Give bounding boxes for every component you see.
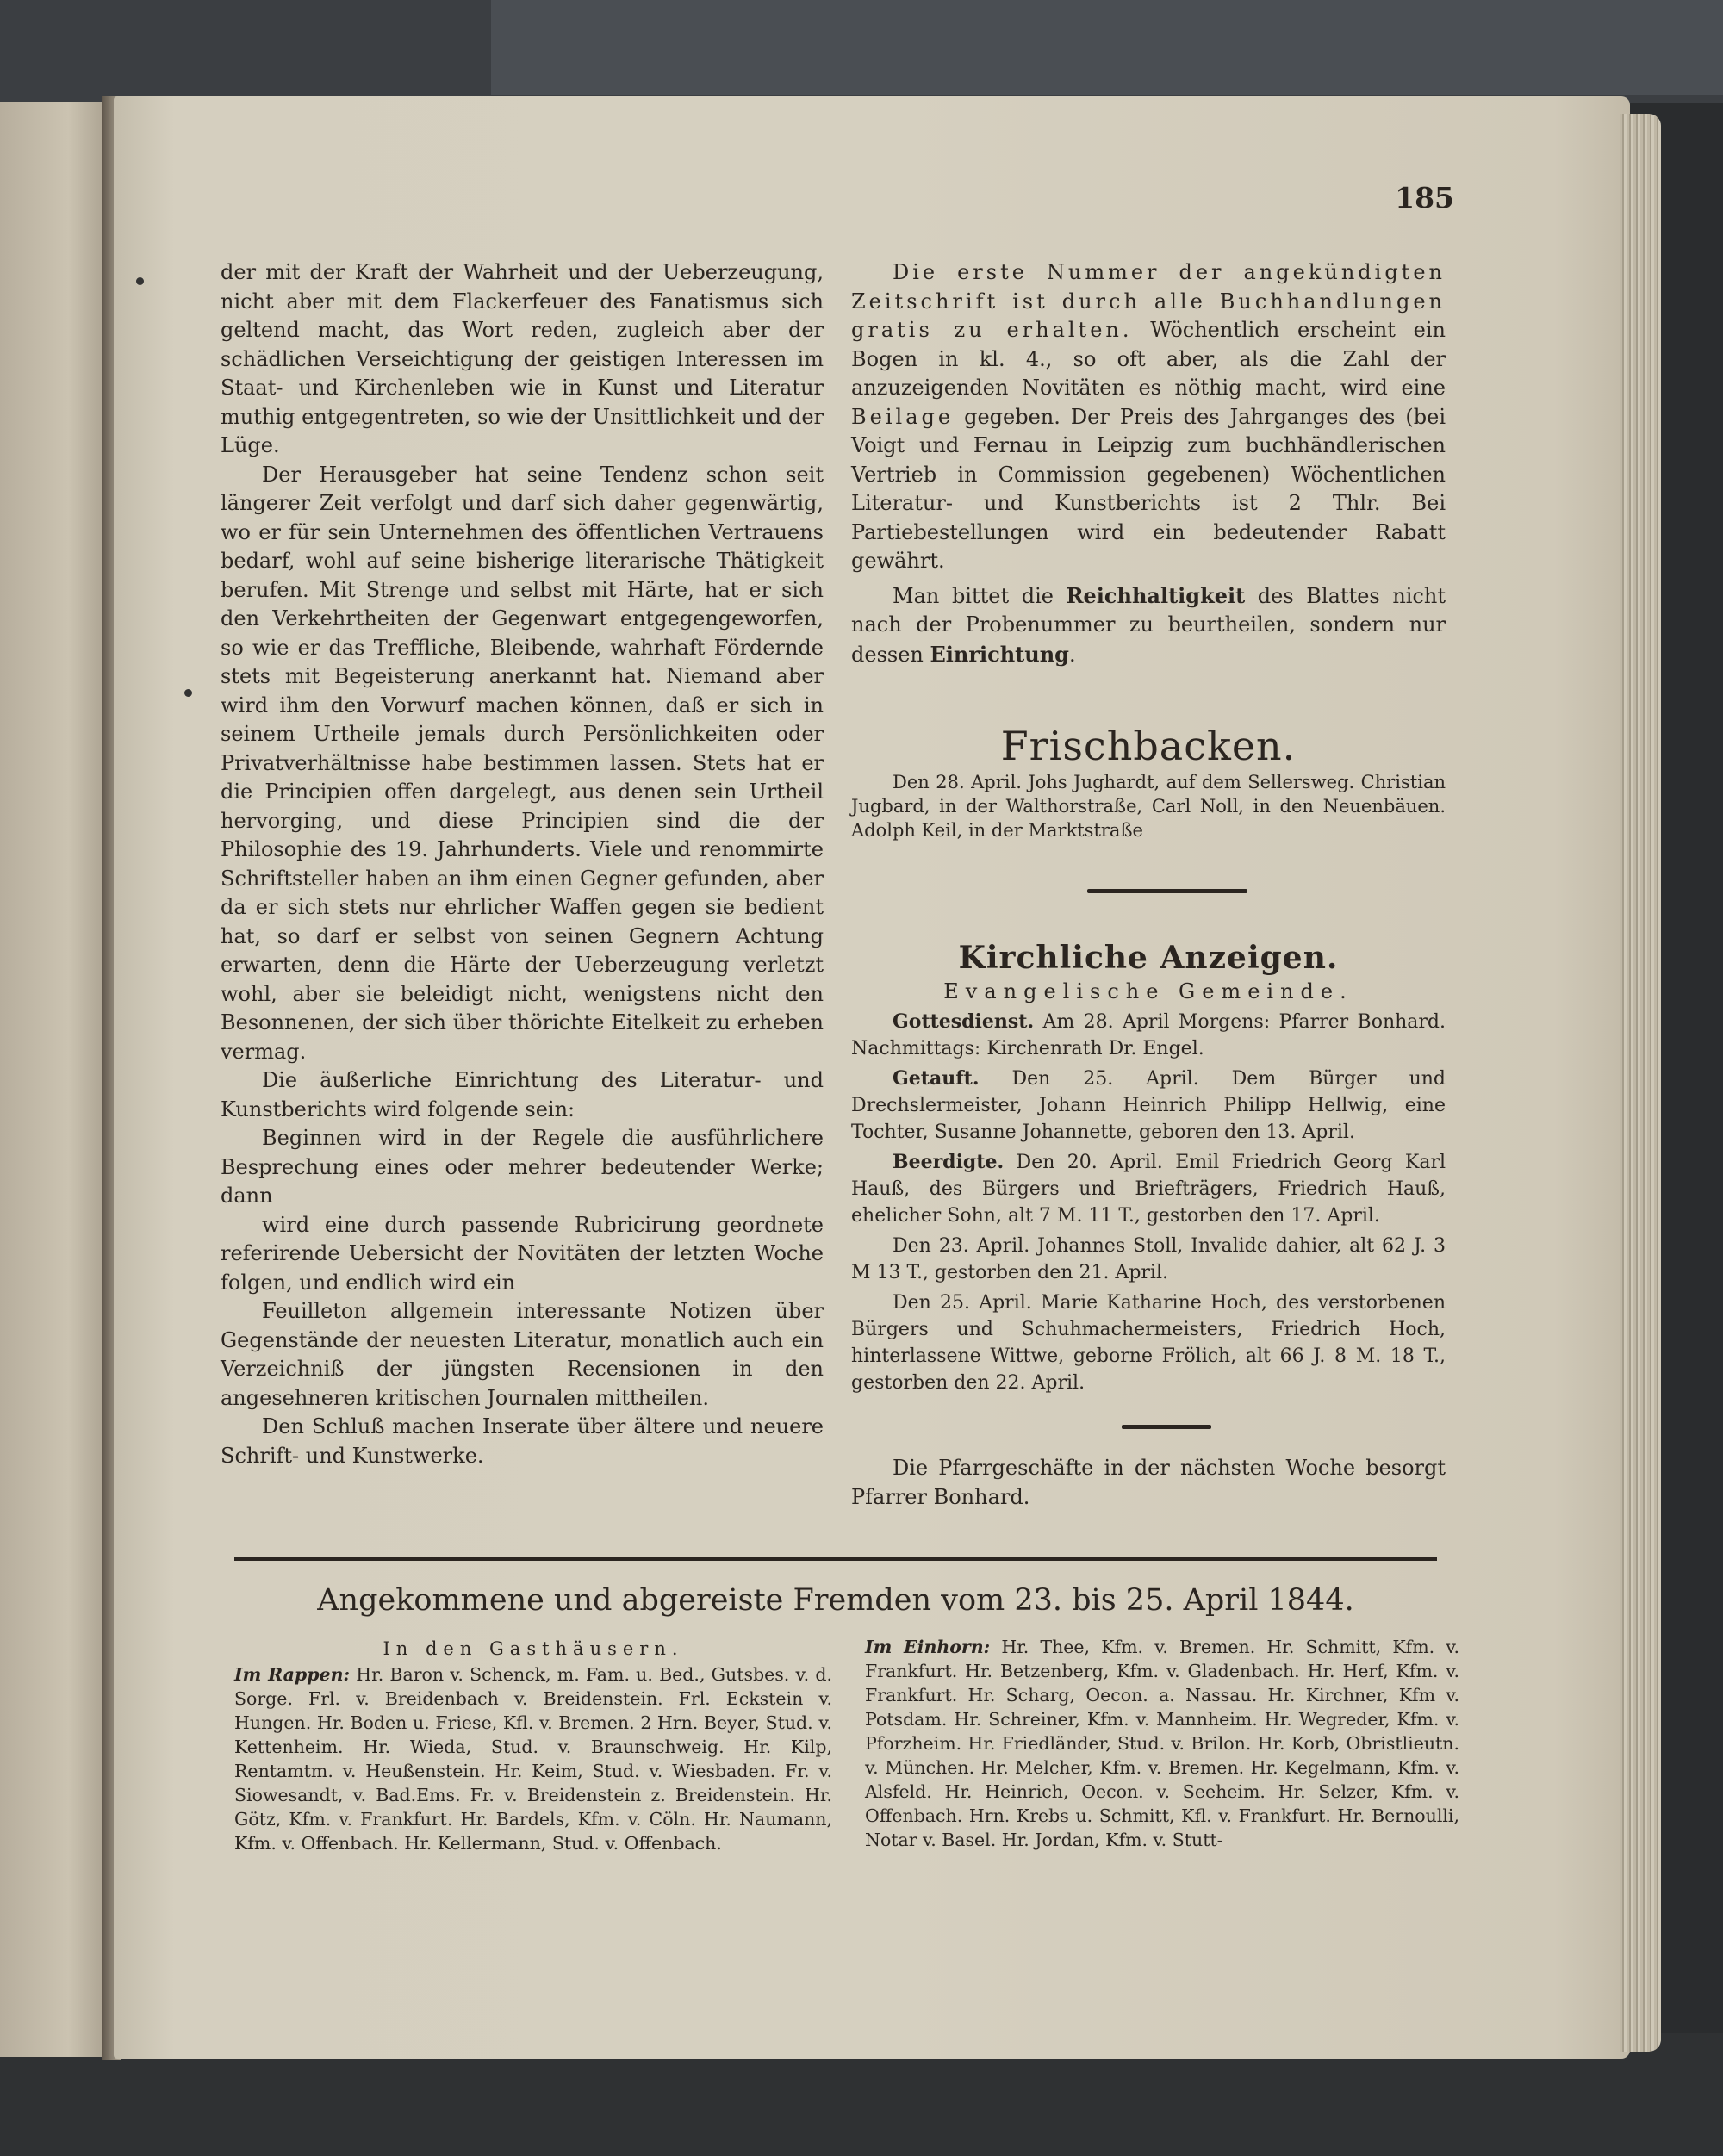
request-text-2: des Blattes nicht nach der Probenummer zu beurtheilen, sondern nur dessen — [851, 583, 1446, 667]
announcement-paragraph — [851, 258, 1446, 576]
paragraph: der mit der Kraft der Wahrheit und der Ueberzeugung, nicht aber mit dem Flackerfeuer des Fanatismus sich geltend macht, das Wort reden, zugleich aber der schädlichen Verseichtigung der geistigen Interessen im Staat- und Kirchenleben wie in Kunst und Literatur muthig entgegentreten, so wie der Unsittlichkeit und der Lüge. — [221, 260, 824, 457]
burial-entry: Den 23. April. Johannes Stoll, Invalide dahier, alt 62 J. 3 M 13 T., gestorben den 21. April. — [851, 1235, 1446, 1283]
request-bold-2: Einrichtung — [930, 641, 1069, 667]
kirchliche-section — [851, 937, 1446, 1396]
announcement-spaced-text: Die erste Nummer der angekündigten Zeitschrift ist durch alle Buchhandlungen gratis zu erhalten. — [851, 260, 1446, 342]
frischbacken-section — [851, 723, 1446, 842]
gasthaeuser-heading: In den Gasthäusern. — [383, 1638, 684, 1659]
getauft-label: Getauft. — [893, 1067, 980, 1090]
background-panel — [491, 0, 1723, 95]
divider — [1087, 889, 1247, 893]
einhorn-entry — [865, 1635, 1459, 1852]
section-rule — [234, 1557, 1437, 1561]
einhorn-label: Im Einhorn: — [865, 1637, 991, 1657]
left-page-edge — [0, 102, 114, 2057]
divider — [1122, 1425, 1211, 1429]
paragraph: Feuilleton allgemein interessante Notizen über Gegenstände der neuesten Literatur, monatlich auch ein Verzeichniß der jüngsten Recensionen in den angesehneren kritischen Journalen mittheilen. — [221, 1299, 824, 1410]
kirchliche-subtitle: Evangelische Gemeinde. — [943, 979, 1353, 1003]
page-stack-edge — [1620, 114, 1661, 2052]
frischbacken-text: Den 28. April. Johs Jughardt, auf dem Sellersweg. Christian Jugbard, in der Walthorstraße, Carl Noll, in den Neuenbäuen. Adolph Keil, in der Marktstraße — [851, 771, 1446, 841]
burial-entry: Den 25. April. Marie Katharine Hoch, des verstorbenen Bürgers und Schuhmachermeisters, Friedrich Hoch, hinterlassene Wittwe, geborne Frölich, alt 66 J. 8 M. 18 T., gestorben den 22. April. — [851, 1292, 1446, 1394]
page-number: 185 — [1395, 181, 1454, 214]
beerdigte-entry — [851, 1149, 1446, 1229]
kirchliche-title: Kirchliche Anzeigen. — [958, 940, 1339, 976]
paragraph: Beginnen wird in der Regele die ausführlichere Besprechung eines oder mehrer bedeutender Werke; dann — [221, 1126, 824, 1208]
beilage-word: Beilage — [851, 404, 955, 429]
paragraph: wird eine durch passende Rubricirung geordnete referirende Uebersicht der Novitäten der letzten Woche folgen, und endlich wird ein — [221, 1212, 824, 1295]
rappen-label: Im Rappen: — [234, 1664, 351, 1685]
pfarr-text: Die Pfarrgeschäfte in der nächsten Woche besorgt Pfarrer Bonhard. — [851, 1456, 1446, 1509]
fremden-right-column — [865, 1635, 1459, 1852]
paragraph: Der Herausgeber hat seine Tendenz schon seit längerer Zeit verfolgt und darf sich daher gegenwärtig, wo er für sein Unternehmen des öffentlichen Vertrauens bedarf, wohl auf seine bisherige literarische Thätigkeit berufen. Mit Strenge und selbst mit Härte, hat er sich den Verkehrtheiten der Gegenwart entgegengeworfen, so wie er das Treffliche, Bleibende, wahrhaft Fördernde stets mit Begeisterung anerkannt hat. Niemand aber wird ihm den Vorwurf machen können, daß er sich in seinem Urtheile jemals durch Persönlichkeiten oder Privatverhältnisse habe bestimmen lassen. Stets hat er die Principien offen dargelegt, aus denen sein Urtheil hervorging, und diese Principien sind die der Philosophie des 19. Jahrhunderts. Viele und renommirte Schriftsteller haben an ihm einen Gegner gefunden, aber da er sich stets nur ehrlicher Waffen gegen sie bedient hat, so darf er selbst von seinen Gegnern Achtung erwarten, denn die Härte der Ueberzeugung verletzt wohl, aber sie beleidigt nicht, wenigstens nicht den Besonnenen, der sich über thörichte Eitelkeit zu erheben vermag. — [221, 462, 824, 1064]
getauft-text: Den 25. April. Dem Bürger und Drechslermeister, Johann Heinrich Philipp Hellwig, eine Tochter, Susanne Johannette, geboren den 13. April. — [851, 1068, 1446, 1143]
pfarr-section — [851, 1454, 1446, 1512]
left-column — [221, 258, 824, 1470]
announcement-text-2: gegeben. Der Preis des Jahrganges des (bei Voigt und Fernau in Leipzig zum buchhändlerischen Vertrieb in Commission gegebenen) Wöchentlichen Literatur- und Kunstberichts ist 2 Thlr. Bei Partiebestellungen wird ein bedeutender Rabatt gewährt. — [851, 404, 1446, 573]
announcement-text: Wöchentlich erscheint ein Bogen in kl. 4., so oft aber, als die Zahl der anzuzeigenden Novitäten es nöthig macht, wird eine — [851, 318, 1446, 400]
margin-mark — [184, 689, 192, 697]
right-column — [851, 258, 1446, 669]
gottesdienst-entry — [851, 1009, 1446, 1062]
request-paragraph — [851, 581, 1446, 670]
frischbacken-title: Frischbacken. — [1000, 723, 1297, 769]
fremden-title: Angekommene und abgereiste Fremden vom 23. bis 25. April 1844. — [317, 1583, 1354, 1618]
margin-mark — [136, 277, 144, 285]
request-text-3: . — [1068, 642, 1076, 667]
gottesdienst-text: Am 28. April Morgens: Pfarrer Bonhard. Nachmittags: Kirchenrath Dr. Engel. — [851, 1011, 1446, 1059]
request-text: Man bittet die — [893, 583, 1067, 608]
fremden-left-column — [234, 1637, 832, 1855]
getauft-entry — [851, 1066, 1446, 1146]
rappen-text: Hr. Baron v. Schenck, m. Fam. u. Bed., Gutsbes. v. d. Sorge. Frl. v. Breidenbach v. Breidenstein. Frl. Eckstein v. Hungen. Hr. Boden u. Friese, Kfl. v. Bremen. 2 Hrn. Beyer, Stud. v. Kettenheim. Hr. Wieda, Stud. v. Braunschweig. Hr. Kilp, Rentamtm. v. Heußenstein. Hr. Keim, Stud. v. Wiesbaden. Fr. v. Siowesandt, v. Bad.Ems. Fr. v. Breidenstein z. Breidenstein. Hr. Götz, Kfm. v. Frankfurt. Hr. Bardels, Kfm. v. Cöln. Hr. Naumann, Kfm. v. Offenbach. Hr. Kellermann, Stud. v. Offenbach. — [234, 1664, 832, 1854]
request-bold-1: Reichhaltigkeit — [1066, 582, 1246, 608]
beerdigte-label: Beerdigte. — [893, 1151, 1005, 1173]
beerdigte-text: Den 20. April. Emil Friedrich Georg Karl Hauß, des Bürgers und Briefträgers, Friedrich Hauß, ehelicher Sohn, alt 7 M. 11 T., gestorben den 17. April. — [851, 1152, 1446, 1227]
paragraph: Den Schluß machen Inserate über ältere und neuere Schrift- und Kunstwerke. — [221, 1414, 824, 1468]
paragraph: Die äußerliche Einrichtung des Literatur- und Kunstberichts wird folgende sein: — [221, 1068, 824, 1121]
einhorn-text: Hr. Thee, Kfm. v. Bremen. Hr. Schmitt, Kfm. v. Frankfurt. Hr. Betzenberg, Kfm. v. Gladenbach. Hr. Herf, Kfm. v. Frankfurt. Hr. Scharg, Oecon. a. Nassau. Hr. Kirchner, Kfm v. Potsdam. Hr. Schreiner, Kfm. v. Mannheim. Hr. Wegreder, Kfm. v. Pforzheim. Hr. Friedländer, Stud. v. Brilon. Hr. Korb, Obristlieutn. v. München. Hr. Melcher, Kfm. v. Bremen. Hr. Kegelmann, Kfm. v. Alsfeld. Hr. Heinrich, Oecon. v. Seeheim. Hr. Selzer, Kfm. v. Offenbach. Hrn. Krebs u. Schmitt, Kfl. v. Frankfurt. Hr. Bernoulli, Notar v. Basel. Hr. Jordan, Kfm. v. Stutt- — [865, 1637, 1459, 1850]
rappen-entry — [234, 1662, 832, 1855]
gottesdienst-label: Gottesdienst. — [893, 1010, 1035, 1033]
